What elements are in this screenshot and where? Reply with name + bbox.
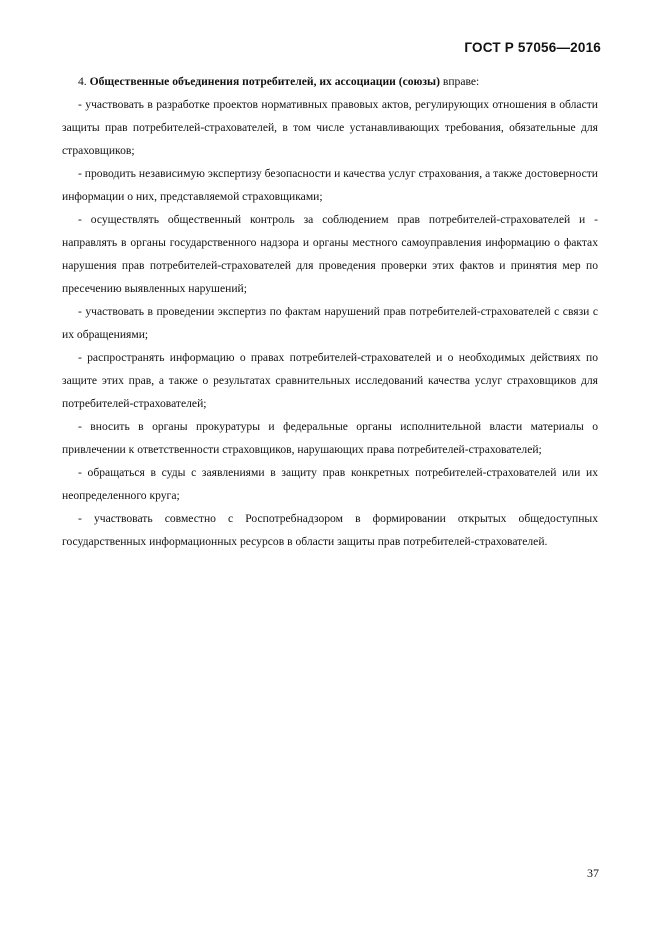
document-code: ГОСТ Р 57056—2016 (464, 40, 601, 55)
list-item: - осуществлять общественный контроль за соблюдением прав потребителей-страхователей и - направлять в органы государственного надзора и органы местного самоуправления информацию о фактах нарушения прав потребителей-страхователей для проведения проверки этих фактов и принятия мер по пресечению выявленных нарушений; (62, 213, 598, 295)
list-item: - участвовать в проведении экспертиз по фактам нарушений прав потребителей-страхователей с связи с их обращениями; (62, 305, 598, 341)
section-heading (62, 70, 598, 93)
section-title: Общественные объединения потребителей, их ассоциации (союзы) (89, 75, 440, 88)
document-body (62, 70, 598, 553)
page-number: 37 (587, 866, 599, 880)
section-title-suffix: вправе: (442, 75, 480, 88)
list-item: - вносить в органы прокуратуры и федеральные органы исполнительной власти материалы о привлечении к ответственности страховщиков, нарушающих права потребителей-страхователей; (62, 420, 598, 456)
section-number: 4. (78, 75, 87, 88)
list-item: - участвовать совместно с Роспотребнадзором в формировании открытых общедоступных государственных информационных ресурсов в области защиты прав потребителей-страхователей. (62, 512, 598, 548)
list-item: - обращаться в суды с заявлениями в защиту прав конкретных потребителей-страхователей или их неопределенного круга; (62, 466, 598, 502)
list-item: - проводить независимую экспертизу безопасности и качества услуг страхования, а также достоверности информации о них, представляемой страховщиками; (62, 167, 598, 203)
list-item: - распространять информацию о правах потребителей-страхователей и о необходимых действиях по защите этих прав, а также о результатах сравнительных исследований качества услуг страховщиков для потребителей-страхователей; (62, 351, 598, 410)
list-item: - участвовать в разработке проектов нормативных правовых актов, регулирующих отношения в области защиты прав потребителей-страхователей, в том числе устанавливающих требования, обязательные для страховщиков; (62, 98, 598, 157)
